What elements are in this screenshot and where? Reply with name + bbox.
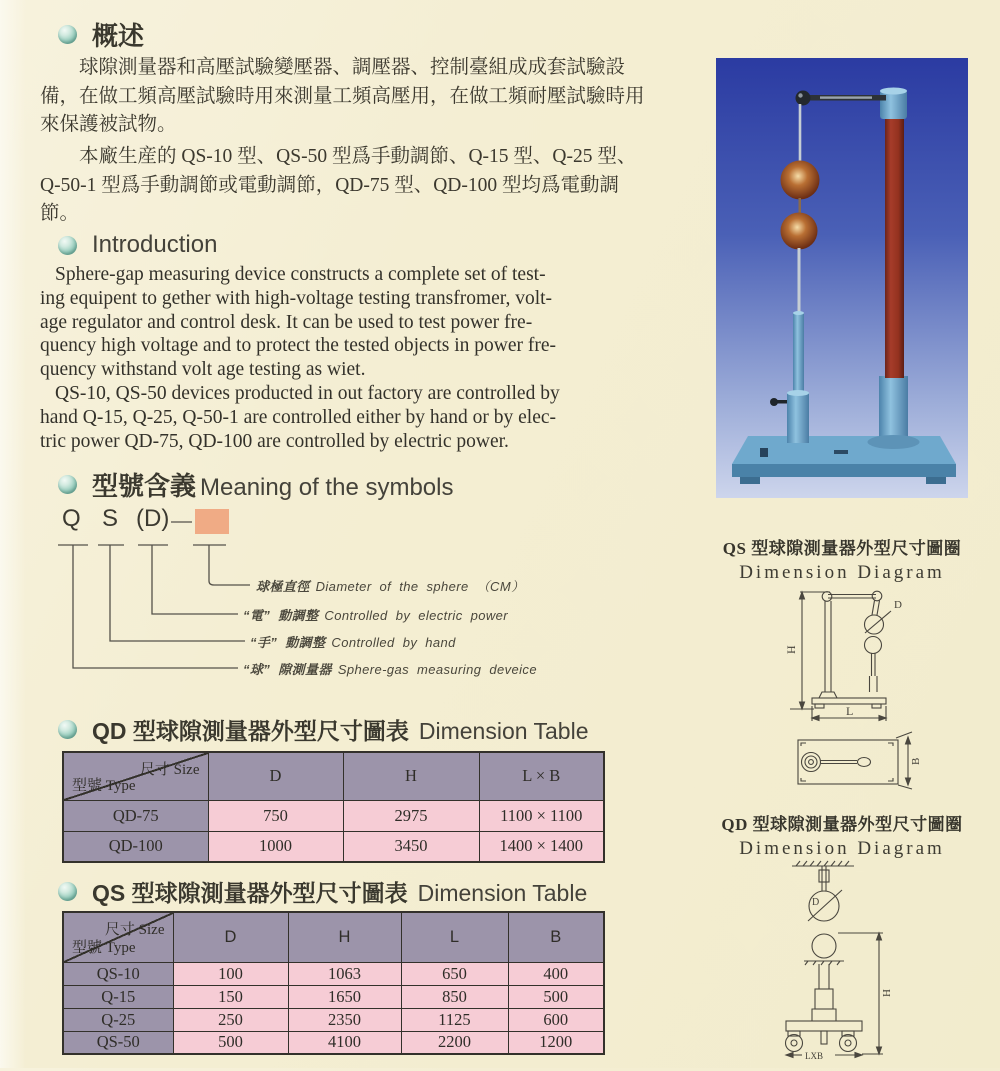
text-line: quency high voltage and to protect the tested objects in power fre-	[40, 335, 557, 357]
cell-h: 4100	[288, 1031, 401, 1054]
table-row	[63, 800, 604, 831]
qs-label-d: D	[894, 599, 902, 611]
cell-b: 500	[508, 985, 604, 1008]
qd-dimension-drawing	[742, 856, 942, 1071]
text-line: Q-50-1 型爲手動調節或電動調節，QD-75 型、QD-100 型均爲電動調	[40, 174, 620, 196]
qd-table-heading	[58, 713, 589, 746]
annotation-en: Diameter of the sphere （CM）	[315, 579, 525, 594]
cell-d: 250	[173, 1008, 288, 1031]
annotation-en: Controlled by electric power	[324, 608, 509, 623]
sphere-bullet-icon	[58, 236, 77, 255]
annotation-zh: 球極直徑	[256, 579, 310, 594]
qd-dimension-drawing-svg	[742, 856, 942, 1066]
cell-b: 1200	[508, 1031, 604, 1054]
text-line: 本廠生産的 QS-10 型、QS-50 型爲手動調節、Q-15 型、Q-25 型、	[79, 146, 637, 167]
sphere-bullet-icon	[58, 720, 77, 739]
text-line: 節。	[40, 203, 80, 224]
cell-h: 1650	[288, 985, 401, 1008]
code-letter-q: Q	[62, 505, 81, 532]
qd-col-d: D	[208, 752, 343, 800]
corner-type-label: 型號 Type	[72, 939, 136, 956]
symbols-heading-zh: 型號含義	[92, 471, 197, 501]
qd-heading-en: Dimension Table	[418, 718, 589, 744]
qd-dimension-table	[62, 751, 605, 863]
qd-row-type: QD-75	[63, 800, 208, 831]
scan-edge-light	[0, 0, 26, 1068]
cell-lb: 1100 × 1100	[479, 800, 604, 831]
annotation-zh: “球” 隙測量器	[243, 662, 332, 677]
qd-label-h: H	[881, 989, 893, 997]
overview-heading-text: 概述	[92, 21, 145, 51]
introduction-paragraph-1	[40, 263, 665, 382]
qs-col-b: B	[508, 912, 604, 962]
annotation-electric	[243, 605, 508, 624]
text-line: age regulator and control desk. It can be used to test power fre-	[40, 311, 533, 333]
qs-col-l: L	[401, 912, 508, 962]
qs-label-l: L	[846, 704, 854, 718]
cell-l: 2200	[401, 1031, 508, 1054]
corner-type-label: 型號 Type	[72, 777, 136, 794]
qs-table-heading	[58, 875, 587, 908]
qd-label-lxb: LXB	[805, 1051, 823, 1061]
qs-heading-zh: QS 型球隙測量器外型尺寸圖表	[92, 880, 408, 906]
qd-corner-cell	[63, 752, 208, 800]
cell-d: 750	[208, 800, 343, 831]
code-letter-d: (D)	[136, 505, 170, 532]
qs-diagram-caption	[716, 534, 968, 584]
sphere-bullet-icon	[58, 475, 77, 494]
text-line: 來保護被試物。	[40, 114, 177, 135]
qs-diagram-caption-en: Dimension Diagram	[739, 562, 945, 583]
overview-heading	[58, 16, 144, 53]
qs-heading-en: Dimension Table	[417, 880, 588, 906]
qs-col-d: D	[173, 912, 288, 962]
cell-b: 600	[508, 1008, 604, 1031]
text-line: ing equipent to gether with high-voltage testing transfromer, volt-	[40, 287, 553, 309]
qd-table-heading-text	[92, 713, 589, 746]
text-line: Sphere-gap measuring device constructs a complete set of test-	[55, 264, 546, 285]
cell-d: 1000	[208, 831, 343, 862]
overview-paragraph-2	[40, 143, 665, 229]
table-row	[63, 1008, 604, 1031]
qs-dimension-table	[62, 911, 605, 1055]
qs-label-b: B	[910, 757, 922, 765]
qd-diagram-caption-en: Dimension Diagram	[739, 838, 945, 859]
qs-row-type: QS-50	[63, 1031, 173, 1054]
qs-table-heading-text	[92, 875, 587, 908]
table-row	[63, 1031, 604, 1054]
qs-diagram-caption-zh: QS 型球隙測量器外型尺寸圖圈	[722, 539, 962, 558]
text-line: hand Q-15, Q-25, Q-50-1 are controlled either by hand or by elec-	[40, 406, 557, 428]
cell-d: 500	[173, 1031, 288, 1054]
qd-header-row	[63, 752, 604, 800]
cell-b: 400	[508, 962, 604, 985]
cell-h: 3450	[343, 831, 479, 862]
qs-row-type: Q-25	[63, 1008, 173, 1031]
text-line: 備，在做工頻高壓試驗時用來測量工頻高壓用，在做工頻耐壓試驗時用	[40, 85, 645, 107]
qs-label-h: H	[784, 645, 798, 654]
corner-size-label: 尺寸 Size	[104, 922, 165, 938]
introduction-paragraph-2	[40, 382, 665, 453]
text-line: QS-10, QS-50 devices producted in out factory are controlled by	[55, 383, 560, 404]
qs-row-type: Q-15	[63, 985, 173, 1008]
qs-header-row	[63, 912, 604, 962]
table-row	[63, 985, 604, 1008]
model-code-diagram	[40, 505, 665, 710]
cell-h: 2975	[343, 800, 479, 831]
cell-l: 650	[401, 962, 508, 985]
text-line: 球隙測量器和高壓試驗變壓器、調壓器、控制臺組成成套試驗設	[79, 57, 626, 78]
introduction-heading	[58, 231, 217, 259]
code-number-swatch	[195, 509, 229, 534]
qd-col-lb: L × B	[479, 752, 604, 800]
qd-row-type: QD-100	[63, 831, 208, 862]
cell-l: 1125	[401, 1008, 508, 1031]
symbols-heading	[58, 466, 453, 503]
annotation-sphere-diameter	[256, 576, 524, 595]
qs-row-type: QS-10	[63, 962, 173, 985]
corner-size-label: 尺寸 Size	[139, 762, 200, 778]
cell-h: 1063	[288, 962, 401, 985]
qd-col-h: H	[343, 752, 479, 800]
qd-diagram-caption-zh: QD 型球隙測量器外型尺寸圖圈	[721, 815, 963, 834]
qd-diagram-caption	[716, 810, 968, 860]
product-photo	[716, 58, 968, 498]
sphere-bullet-icon	[58, 882, 77, 901]
sphere-gap-device-photo	[716, 58, 968, 498]
table-row	[63, 962, 604, 985]
qs-col-h: H	[288, 912, 401, 962]
code-letter-s: S	[102, 505, 119, 532]
qs-corner-cell	[63, 912, 173, 962]
qs-dimension-drawing-svg	[738, 588, 953, 803]
qs-dimension-drawing	[738, 588, 953, 808]
annotation-sphere-gap	[243, 659, 537, 678]
qd-heading-zh: QD 型球隙測量器外型尺寸圖表	[92, 718, 409, 744]
cell-d: 150	[173, 985, 288, 1008]
annotation-zh: “手” 動調整	[250, 635, 326, 650]
overview-paragraph-1	[40, 54, 665, 140]
annotation-en: Controlled by hand	[331, 635, 456, 650]
table-row	[63, 831, 604, 862]
sphere-bullet-icon	[58, 25, 77, 44]
annotation-en: Sphere-gas measuring deveice	[337, 662, 537, 677]
annotation-hand	[250, 632, 456, 651]
cell-d: 100	[173, 962, 288, 985]
cell-lb: 1400 × 1400	[479, 831, 604, 862]
annotation-zh: “電” 動調整	[243, 608, 319, 623]
text-line: tric power QD-75, QD-100 are controlled by electric power.	[40, 430, 509, 452]
text-line: quency withstand volt age testing as wiet.	[40, 359, 366, 381]
qd-label-d: D	[812, 897, 820, 908]
symbols-heading-text	[92, 466, 453, 503]
cell-l: 850	[401, 985, 508, 1008]
symbols-heading-en: Meaning of the symbols	[200, 474, 454, 501]
cell-h: 2350	[288, 1008, 401, 1031]
introduction-heading-text: Introduction	[92, 231, 218, 258]
